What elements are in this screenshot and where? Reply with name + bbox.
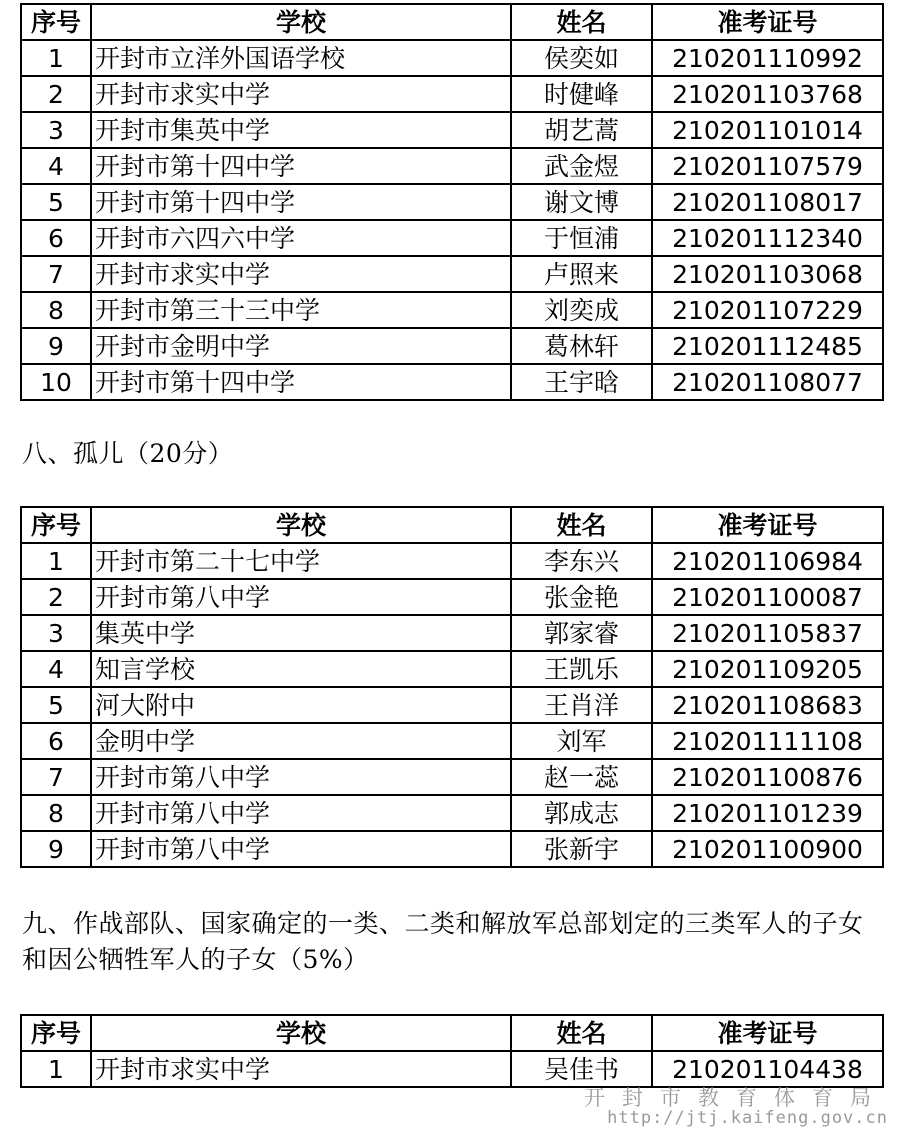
cell-no: 5 <box>21 184 91 220</box>
cell-exam-id: 210201105837 <box>652 615 883 651</box>
cell-school: 开封市第八中学 <box>91 831 511 867</box>
cell-exam-id: 210201103768 <box>652 76 883 112</box>
cell-no: 4 <box>21 651 91 687</box>
cell-exam-id: 210201112485 <box>652 328 883 364</box>
table-header-row <box>21 507 883 543</box>
cell-no: 9 <box>21 328 91 364</box>
cell-name: 侯奕如 <box>511 40 652 76</box>
watermark-org: 开封市教育体育局 <box>584 1086 888 1110</box>
cell-exam-id: 210201108017 <box>652 184 883 220</box>
watermark-url: http://jtj.kaifeng.gov.cn <box>607 1108 888 1128</box>
cell-exam-id: 210201107229 <box>652 292 883 328</box>
header-school: 学校 <box>91 1015 511 1051</box>
cell-school: 开封市第八中学 <box>91 579 511 615</box>
header-school: 学校 <box>91 507 511 543</box>
cell-name: 卢照来 <box>511 256 652 292</box>
cell-school: 开封市六四六中学 <box>91 220 511 256</box>
cell-school: 开封市第十四中学 <box>91 364 511 400</box>
table-row <box>21 328 883 364</box>
header-name: 姓名 <box>511 1015 652 1051</box>
table-row <box>21 364 883 400</box>
cell-no: 9 <box>21 831 91 867</box>
table-row <box>21 112 883 148</box>
cell-no: 10 <box>21 364 91 400</box>
header-school: 学校 <box>91 4 511 40</box>
cell-school: 金明中学 <box>91 723 511 759</box>
table-row <box>21 292 883 328</box>
header-name: 姓名 <box>511 507 652 543</box>
cell-exam-id: 210201100900 <box>652 831 883 867</box>
cell-school: 开封市第二十七中学 <box>91 543 511 579</box>
cell-name: 时健峰 <box>511 76 652 112</box>
cell-school: 集英中学 <box>91 615 511 651</box>
table-body <box>21 40 883 400</box>
cell-school: 开封市第八中学 <box>91 795 511 831</box>
cell-school: 开封市金明中学 <box>91 328 511 364</box>
table-row <box>21 795 883 831</box>
cell-school: 开封市第十四中学 <box>91 148 511 184</box>
cell-school: 开封市求实中学 <box>91 256 511 292</box>
table-row <box>21 220 883 256</box>
cell-name: 胡艺蒿 <box>511 112 652 148</box>
cell-school: 知言学校 <box>91 651 511 687</box>
cell-exam-id: 210201101014 <box>652 112 883 148</box>
cell-name: 王宇晗 <box>511 364 652 400</box>
table-row <box>21 579 883 615</box>
cell-exam-id: 210201108683 <box>652 687 883 723</box>
cell-no: 2 <box>21 76 91 112</box>
cell-no: 6 <box>21 220 91 256</box>
table-section-3 <box>20 1014 884 1088</box>
cell-exam-id: 210201109205 <box>652 651 883 687</box>
cell-name: 刘军 <box>511 723 652 759</box>
cell-name: 郭成志 <box>511 795 652 831</box>
cell-no: 4 <box>21 148 91 184</box>
header-no: 序号 <box>21 507 91 543</box>
cell-name: 赵一蕊 <box>511 759 652 795</box>
cell-no: 8 <box>21 795 91 831</box>
cell-name: 郭家睿 <box>511 615 652 651</box>
cell-exam-id: 210201108077 <box>652 364 883 400</box>
cell-no: 3 <box>21 615 91 651</box>
table-row <box>21 543 883 579</box>
cell-name: 刘奕成 <box>511 292 652 328</box>
table-header-row <box>21 1015 883 1051</box>
header-exam-id: 准考证号 <box>652 507 883 543</box>
cell-exam-id: 210201110992 <box>652 40 883 76</box>
cell-exam-id: 210201104438 <box>652 1051 883 1087</box>
cell-exam-id: 210201100876 <box>652 759 883 795</box>
cell-no: 1 <box>21 1051 91 1087</box>
cell-school: 开封市第八中学 <box>91 759 511 795</box>
cell-name: 王凯乐 <box>511 651 652 687</box>
cell-no: 1 <box>21 40 91 76</box>
table-header-row <box>21 4 883 40</box>
cell-name: 吴佳书 <box>511 1051 652 1087</box>
cell-exam-id: 210201111108 <box>652 723 883 759</box>
section-heading-orphans: 八、孤儿（20分） <box>22 439 234 468</box>
cell-school: 开封市求实中学 <box>91 1051 511 1087</box>
cell-no: 6 <box>21 723 91 759</box>
cell-name: 武金煜 <box>511 148 652 184</box>
header-no: 序号 <box>21 4 91 40</box>
table-row <box>21 40 883 76</box>
table-row <box>21 651 883 687</box>
cell-school: 开封市第三十三中学 <box>91 292 511 328</box>
cell-exam-id: 210201107579 <box>652 148 883 184</box>
cell-exam-id: 210201106984 <box>652 543 883 579</box>
cell-name: 张新宇 <box>511 831 652 867</box>
cell-exam-id: 210201112340 <box>652 220 883 256</box>
table-row <box>21 615 883 651</box>
cell-no: 7 <box>21 256 91 292</box>
cell-no: 5 <box>21 687 91 723</box>
cell-school: 开封市集英中学 <box>91 112 511 148</box>
cell-name: 张金艳 <box>511 579 652 615</box>
cell-school: 开封市立洋外国语学校 <box>91 40 511 76</box>
table-section-1 <box>20 3 884 401</box>
cell-school: 河大附中 <box>91 687 511 723</box>
header-exam-id: 准考证号 <box>652 4 883 40</box>
cell-name: 谢文博 <box>511 184 652 220</box>
table-row <box>21 723 883 759</box>
header-exam-id: 准考证号 <box>652 1015 883 1051</box>
cell-no: 8 <box>21 292 91 328</box>
table-row <box>21 148 883 184</box>
cell-no: 3 <box>21 112 91 148</box>
table-row <box>21 687 883 723</box>
cell-name: 葛林轩 <box>511 328 652 364</box>
table-row <box>21 76 883 112</box>
cell-name: 王肖洋 <box>511 687 652 723</box>
cell-exam-id: 210201101239 <box>652 795 883 831</box>
table-row <box>21 184 883 220</box>
cell-school: 开封市求实中学 <box>91 76 511 112</box>
table-section-2 <box>20 506 884 868</box>
cell-name: 李东兴 <box>511 543 652 579</box>
section-heading-military-children: 九、作战部队、国家确定的一类、二类和解放军总部划定的三类军人的子女和因公牺牲军人的子女（5%） <box>22 909 864 974</box>
cell-no: 7 <box>21 759 91 795</box>
table-body <box>21 543 883 867</box>
cell-name: 于恒浦 <box>511 220 652 256</box>
table-row <box>21 256 883 292</box>
header-name: 姓名 <box>511 4 652 40</box>
header-no: 序号 <box>21 1015 91 1051</box>
cell-exam-id: 210201100087 <box>652 579 883 615</box>
table-row <box>21 831 883 867</box>
cell-no: 2 <box>21 579 91 615</box>
table-row <box>21 759 883 795</box>
cell-exam-id: 210201103068 <box>652 256 883 292</box>
cell-school: 开封市第十四中学 <box>91 184 511 220</box>
cell-no: 1 <box>21 543 91 579</box>
